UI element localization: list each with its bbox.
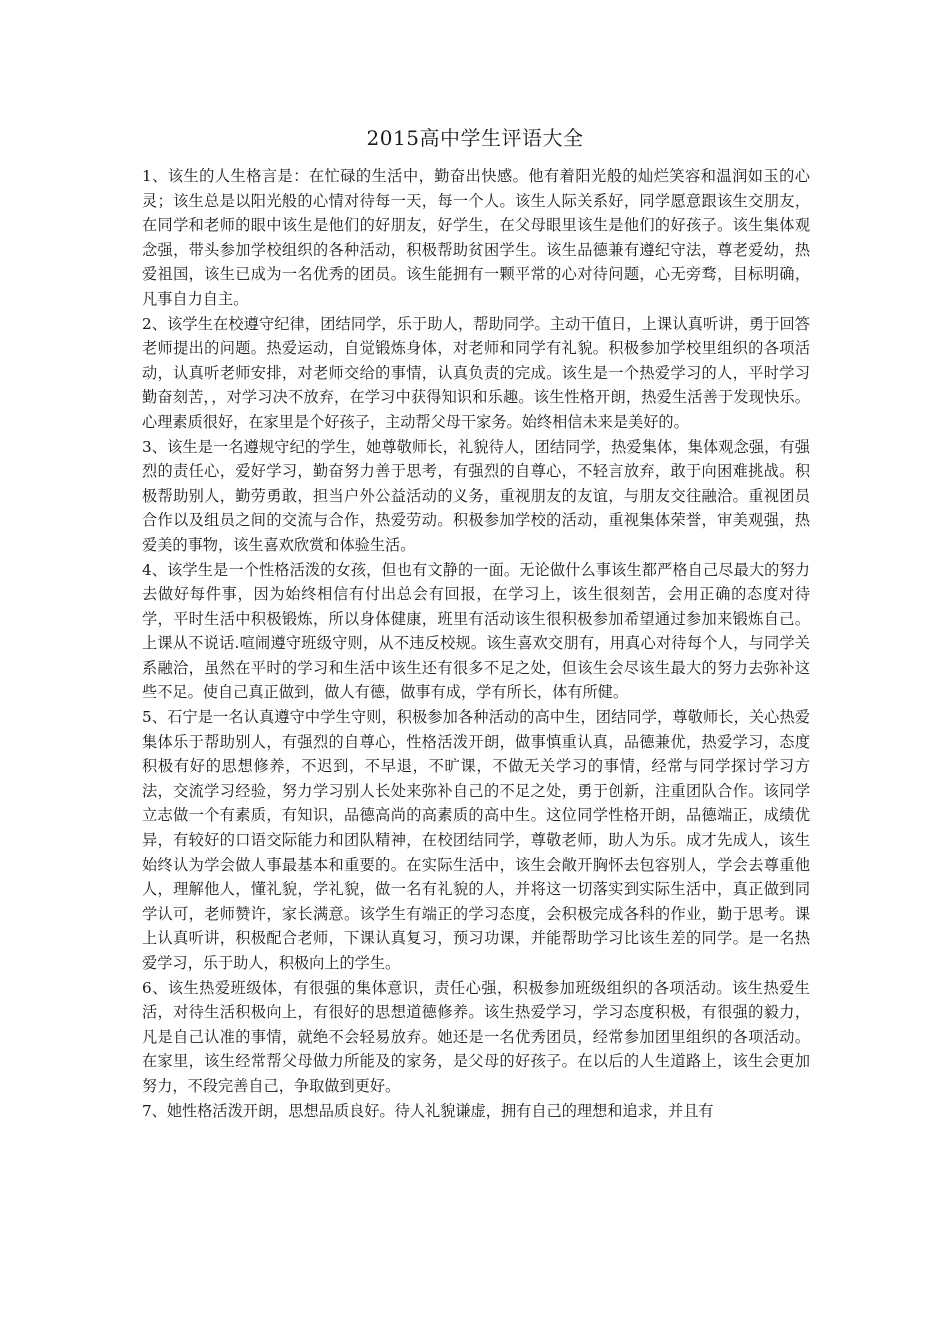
paragraph-2: 2、该学生在校遵守纪律，团结同学，乐于助人，帮助同学。主动干值日，上课认真听讲，勇于回答老师提出的问题。热爱运动，自觉锻炼身体，对老师和同学有礼貌。积极参加学校里组织的各项活动，认真听老师安排，对老师交给的事情，认真负责的完成。该生是一个热爱学习的人，平时学习勤奋刻苦，，对学习决不放弃，在学习中获得知识和乐趣。该生性格开朗，热爱生活善于发现快乐。心理素质很好，在家里是个好孩子，主动帮父母干家务。始终相信未来是美好的。 (142, 314, 810, 431)
paragraph-5: 5、石宁是一名认真遵守中学生守则，积极参加各种活动的高中生，团结同学，尊敬师长，关心热爱集体乐于帮助别人，有强烈的自尊心，性格活泼开朗，做事慎重认真，品德兼优，热爱学习，态度积极有好的思想修养，不迟到，不早退，不旷课，不做无关学习的事情，经常与同学探讨学习方法，交流学习经验，努力学习别人长处来弥补自己的不足之处，勇于创新，注重团队合作。该同学立志做一个有素质，有知识，品德高尚的高素质的高中生。这位同学性格开朗，品德端正，成绩优异，有较好的口语交际能力和团队精神，在校团结同学，尊敬老师，助人为乐。成才先成人，该生始终认为学会做人事最基本和重要的。在实际生活中，该生会敞开胸怀去包容别人，学会去尊重他人，理解他人，懂礼貌，学礼貌，做一名有礼貌的人，并将这一切落实到实际生活中，真正做到同学认可，老师赞许，家长满意。该学生有端正的学习态度，会积极完成各科的作业，勤于思考。课上认真听讲，积极配合老师，下课认真复习，预习功课，并能帮助学习比该生差的同学。是一名热爱学习，乐于助人，积极向上的学生。 (142, 708, 810, 972)
paragraph-6: 6、该生热爱班级体，有很强的集体意识，责任心强，积极参加班级组织的各项活动。该生热爱生活，对待生活积极向上，有很好的思想道德修养。该生热爱学习，学习态度积极，有很强的毅力，凡是自己认准的事情，就绝不会轻易放弃。她还是一名优秀团员，经常参加团里组织的各项活动。在家里，该生经常帮父母做力所能及的家务，是父母的好孩子。在以后的人生道路上，该生会更加努力，不段完善自己，争取做到更好。 (142, 978, 810, 1095)
paragraph-4: 4、该学生是一个性格活泼的女孩，但也有文静的一面。无论做什么事该生都严格自己尽最大的努力去做好每件事，因为始终相信有付出总会有回报，在学习上，该生很刻苦，会用正确的态度对待学，平时生活中积极锻炼，所以身体健康，班里有活动该生很积极参加希望通过参加来锻炼自己。上课从不说话.喧闹遵守班级守则，从不违反校规。该生喜欢交朋有，用真心对待每个人，与同学关系融洽，虽然在平时的学习和生活中该生还有很多不足之处，但该生会尽该生最大的努力去弥补这些不足。使自己真正做到，做人有德，做事有成，学有所长，体有所健。 (142, 560, 810, 702)
paragraph-7: 7、她性格活泼开朗，思想品质良好。待人礼貌谦虚，拥有自己的理想和追求，并且有 (142, 1101, 714, 1120)
paragraph-1: 1、该生的人生格言是：在忙碌的生活中，勤奋出快感。他有着阳光般的灿烂笑容和温润如玉的心灵；该生总是以阳光般的心情对待每一天，每一个人。该生人际关系好，同学愿意跟该生交朋友，在同学和老师的眼中该生是他们的好朋友，好学生，在父母眼里该生是他们的好孩子。该生集体观念强，带头参加学校组织的各种活动，积极帮助贫困学生。该生品德兼有遵纪守法，尊老爱幼，热爱祖国，该生已成为一名优秀的团员。该生能拥有一颗平常的心对待问题，心无旁骛，目标明确，凡事自力自主。 (142, 167, 810, 308)
document-body (142, 164, 810, 1123)
document-title: 2015高中学生评语大全 (366, 126, 584, 150)
paragraph-3: 3、该生是一名遵规守纪的学生，她尊敬师长，礼貌待人，团结同学，热爱集体，集体观念强，有强烈的责任心，爱好学习，勤奋努力善于思考，有强烈的自尊心，不轻言放弃，敢于向困难挑战。积极帮助别人，勤劳勇敢，担当户外公益活动的义务，重视朋友的友谊，与朋友交往融洽。重视团员合作以及组员之间的交流与合作，热爱劳动。积极参加学校的活动，重视集体荣誉，审美观强，热爱美的事物，该生喜欢欣赏和体验生活。 (142, 437, 810, 554)
